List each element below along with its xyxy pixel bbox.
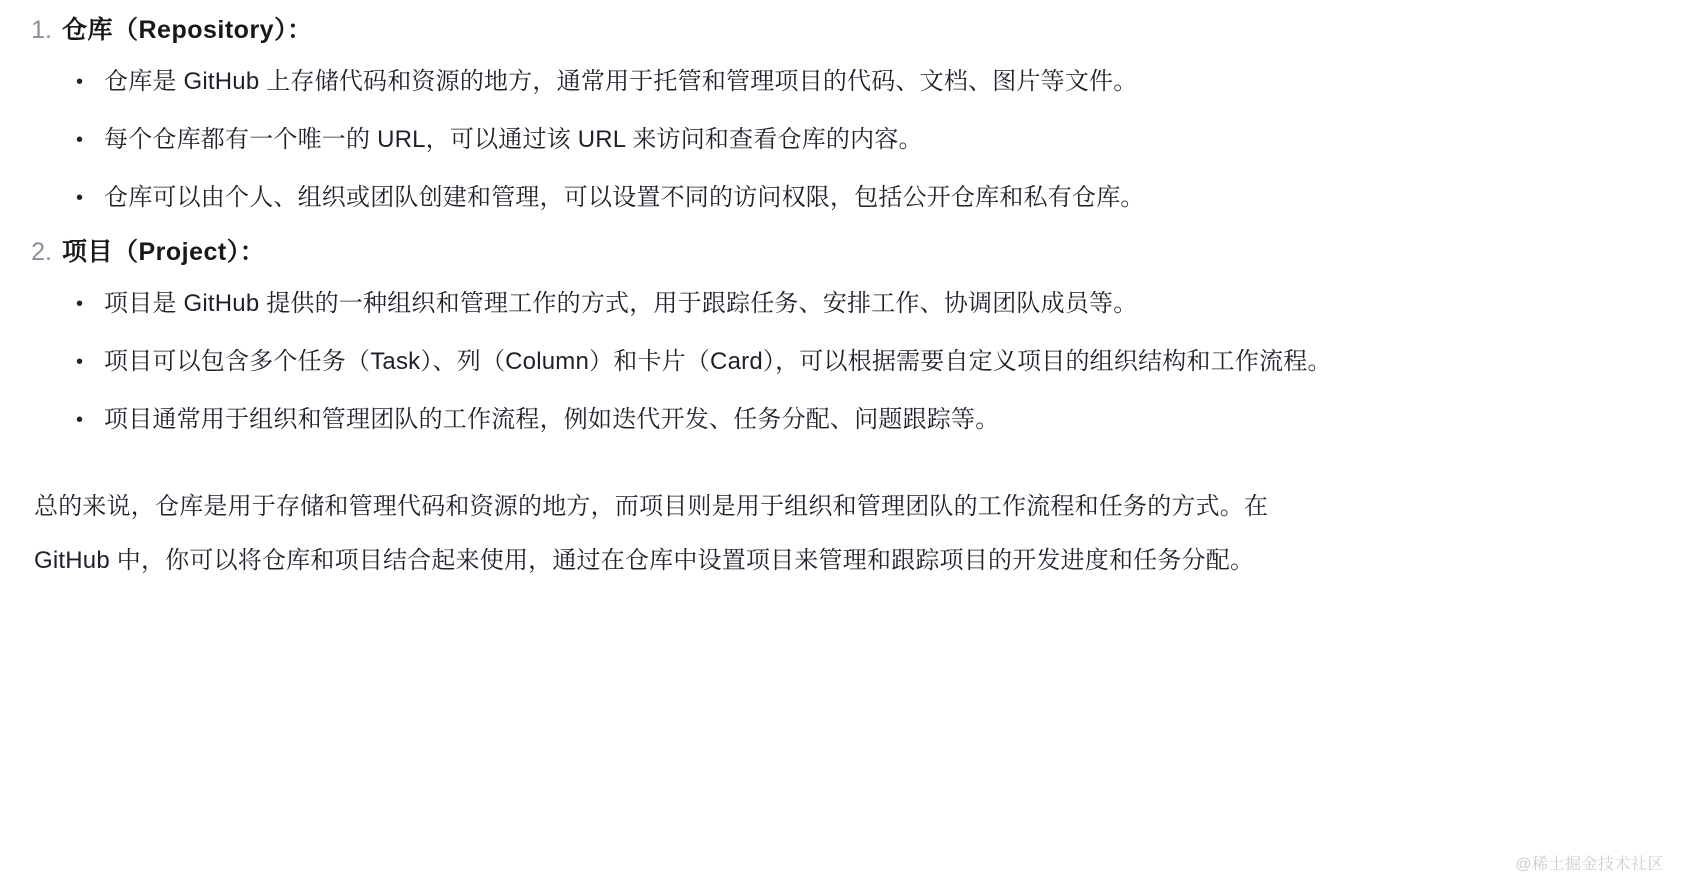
bullet-list-project	[62, 278, 1650, 446]
summary-paragraph: 总的来说，仓库是用于存储和管理代码和资源的地方，而项目则是用于组织和管理团队的工作流程和任务的方式。在 GitHub 中，你可以将仓库和项目结合起来使用，通过在仓库中设置项目来管理和跟踪项目的开发进度和任务分配。	[34, 493, 1269, 574]
ordered-list	[10, 8, 1650, 446]
bullet-item: • 仓库是 GitHub 上存储代码和资源的地方，通常用于托管和管理项目的代码、文档、图片等文件。	[62, 56, 1404, 108]
bullet-item: • 项目是 GitHub 提供的一种组织和管理工作的方式，用于跟踪任务、安排工作、协调团队成员等。	[62, 278, 1404, 330]
bullet-list-repository	[62, 56, 1650, 224]
bullet-item: • 每个仓库都有一个唯一的 URL，可以通过该 URL 来访问和查看仓库的内容。	[62, 114, 1404, 166]
bullet-item: • 仓库可以由个人、组织或团队创建和管理，可以设置不同的访问权限，包括公开仓库和私有仓库。	[62, 172, 1404, 224]
section-title-repository: 仓库（Repository）：	[62, 16, 313, 44]
list-item-repository	[10, 8, 1650, 224]
watermark: @稀土掘金技术社区	[1515, 856, 1664, 873]
bullet-item: • 项目可以包含多个任务（Task）、列（Column）和卡片（Card），可以根据需要自定义项目的组织结构和工作流程。	[62, 336, 1404, 388]
section-title-project: 项目（Project）：	[62, 238, 266, 266]
bullet-item: • 项目通常用于组织和管理团队的工作流程，例如迭代开发、任务分配、问题跟踪等。	[62, 394, 1404, 446]
list-item-project	[10, 230, 1650, 446]
